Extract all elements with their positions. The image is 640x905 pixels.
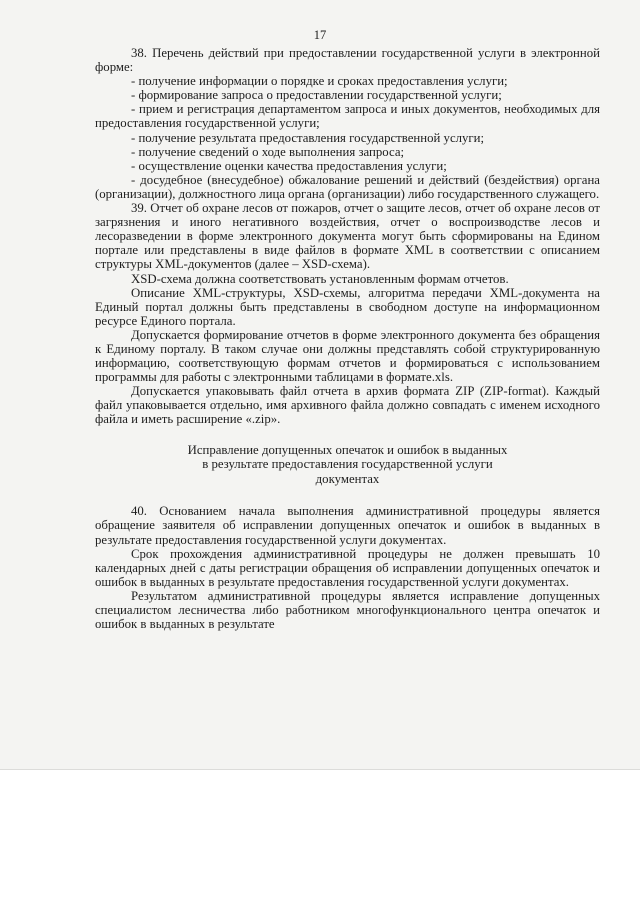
item-39-paragraph: Описание XML-структуры, XSD-схемы, алгоритма передачи XML-документа на Единый портал должны быть представлены в свободном доступе на информационном ресурсе Единого портала.	[95, 285, 600, 328]
item-39-paragraph: Допускается упаковывать файл отчета в архив формата ZIP (ZIP-format). Каждый файл упаковывается отдельно, имя архивного файла должно совпадать с именем исходного файла и иметь расширение «.zip».	[95, 384, 600, 427]
page-number: 17	[313, 28, 327, 42]
list-item: - получение информации о порядке и сроках предоставления услуги;	[131, 74, 508, 89]
item-38-intro: 38. Перечень действий при предоставлении государственной услуги в электронной форме:	[95, 46, 600, 75]
item-40-paragraph: 40. Основанием начала выполнения административной процедуры является обращение заявителя об исправлении допущенных опечаток и ошибок в выданных в результате предоставления государственной услуги документах.	[95, 504, 600, 547]
section-heading	[95, 443, 600, 487]
item-39-paragraph: XSD-схема должна соответствовать установленным формам отчетов.	[131, 271, 509, 286]
item-39-paragraph: Допускается формирование отчетов в форме электронного документа без обращения к Единому порталу. В таком случае они должны представлять собой структурированную информацию, соответствующую формам отчетов и формироваться с использованием программы для работы с электронными таблицами в формате.xls.	[95, 327, 600, 385]
list-item: - получение результата предоставления государственной услуги;	[131, 130, 485, 145]
section-heading-line: в результате предоставления государственной услуги	[202, 457, 493, 472]
list-item: - формирование запроса о предоставлении государственной услуги;	[131, 88, 502, 103]
list-item: - прием и регистрация департаментом запроса и иных документов, необходимых для предоставления государственной услуги;	[95, 102, 600, 131]
item-39-paragraph: 39. Отчет об охране лесов от пожаров, отчет о защите лесов, отчет об охране лесов от загрязнения и иного негативного воздействия, отчет о воспроизводстве лесов и лесоразведении в форме электронного документа могут быть сформированы на Едином портале или представлены в виде файлов в формате XML в соответствии с описанием структуры XML-документов (далее – XSD-схема).	[95, 201, 600, 272]
list-item: - получение сведений о ходе выполнения запроса;	[131, 144, 405, 159]
section-heading-line: Исправление допущенных опечаток и ошибок в выданных	[187, 442, 508, 457]
list-item: - досудебное (внесудебное) обжалование решений и действий (бездействия) органа (организации), должностного лица органа (организации) либо государственного служащего.	[95, 172, 600, 201]
page-body	[95, 46, 600, 631]
list-item: - осуществление оценки качества предоставления услуги;	[131, 158, 447, 173]
item-40-paragraph: Срок прохождения административной процедуры не должен превышать 10 календарных дней с даты регистрации обращения об исправлении допущенных опечаток и ошибок в выданных в результате предоставления государственной услуги документах.	[95, 546, 600, 589]
section-heading-line: документах	[315, 471, 380, 486]
item-40-paragraph: Результатом административной процедуры является исправление допущенных специалистом лесничества либо работником многофункционального центра опечаток и ошибок в выданных в результате	[95, 588, 600, 632]
